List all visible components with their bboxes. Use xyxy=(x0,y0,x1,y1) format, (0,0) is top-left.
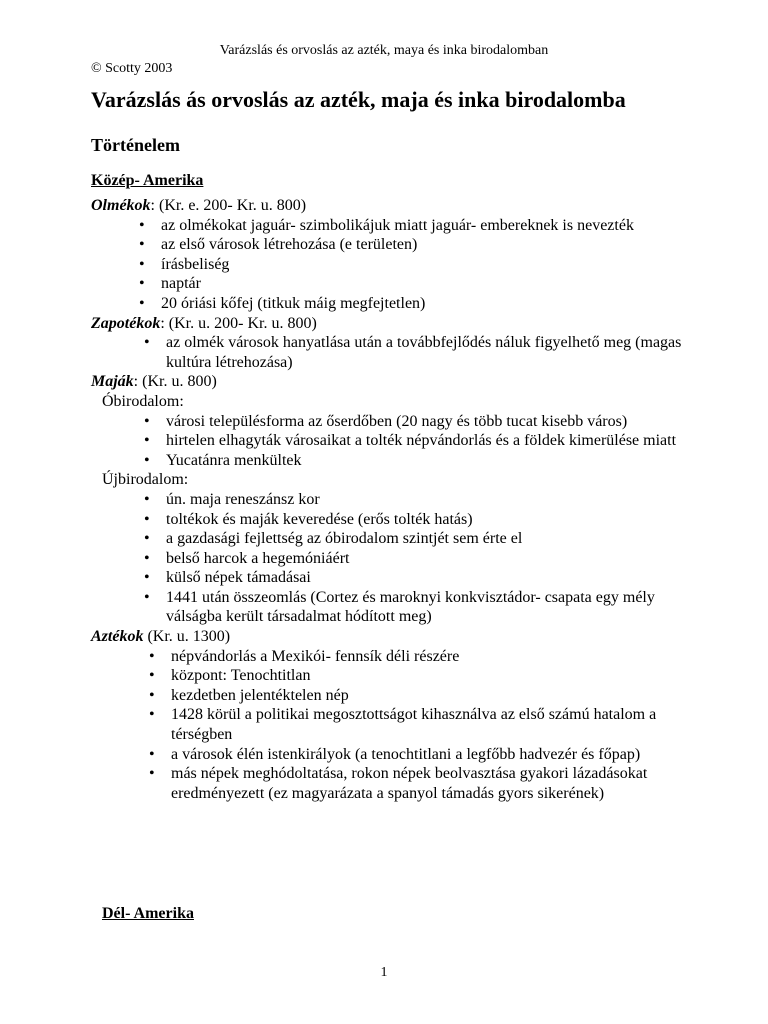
entry-name: Zapotékok xyxy=(91,314,161,332)
entry-name: Olmékok xyxy=(91,197,151,214)
entry-aztekok xyxy=(91,627,691,647)
list-item: • városi településforma az őserdőben (20 nagy és több tucat kisebb város) xyxy=(166,412,691,432)
entry-separator: : xyxy=(150,197,159,214)
list-item: • a városok élén istenkirályok (a tenochtitlani a legfőbb hadvezér és főpap) xyxy=(171,745,691,765)
document-title: Varázslás ás orvoslás az azték, maja és inka birodalomba xyxy=(91,87,626,112)
list-item: • 20 óriási kőfej (titkuk máig megfejtetlen) xyxy=(161,294,691,314)
list-item: • belső harcok a hegemóniáért xyxy=(166,549,691,569)
list-item: • az első városok létrehozása (e területen) xyxy=(161,235,691,255)
list-item: • kezdetben jelentéktelen nép xyxy=(171,686,691,706)
list-item: • ún. maja reneszánsz kor xyxy=(166,490,691,510)
bullet-list-obirodalom xyxy=(91,412,691,471)
bullet-list-olmekok xyxy=(91,216,691,314)
list-item: • más népek meghódoltatása, rokon népek beolvasztása gyakori lázadásokat eredményezett (ez magyarázata a spanyol támadás gyors sikerének) xyxy=(171,764,691,803)
list-item: • naptár xyxy=(161,274,691,294)
period-label-obirodalom: Óbirodalom: xyxy=(102,392,184,410)
bullet-list-ujbirodalom xyxy=(91,490,691,627)
page-number: 1 xyxy=(380,965,388,980)
subsection-heading-del-amerika: Dél- Amerika xyxy=(102,905,194,922)
list-item: • 1428 körül a politikai megosztottságot kihasználva az első számú hatalom a térségben xyxy=(171,705,691,744)
entry-dates: (Kr. u. 800) xyxy=(142,373,217,391)
subsection-heading-kozep-amerika: Közép- Amerika xyxy=(91,172,204,189)
bullet-list-zapotekok xyxy=(91,333,691,372)
document-body xyxy=(91,196,691,803)
list-item: • a gazdasági fejlettség az óbirodalom szintjét sem érte el xyxy=(166,529,691,549)
bullet-list-aztekok xyxy=(91,647,691,804)
entry-zapotekok xyxy=(91,314,691,334)
section-heading: Történelem xyxy=(91,135,180,155)
list-item: • az olmékokat jaguár- szimbolikájuk miatt jaguár- embereknek is nevezték xyxy=(161,216,691,236)
entry-dates: (Kr. e. 200- Kr. u. 800) xyxy=(159,197,307,214)
list-item: • írásbeliség xyxy=(161,255,691,275)
entry-separator: : xyxy=(133,373,143,391)
entry-name: Aztékok xyxy=(91,628,144,646)
list-item: • Yucatánra menkültek xyxy=(166,451,691,471)
entry-dates: (Kr. u. 200- Kr. u. 800) xyxy=(168,314,317,332)
entry-majak xyxy=(91,372,691,392)
entry-olmekok xyxy=(91,196,691,216)
entry-dates: (Kr. u. 1300) xyxy=(147,628,231,646)
list-item: • 1441 után összeomlás (Cortez és maroknyi konkvisztádor- csapata egy mély válságba került társadalmat hódított meg) xyxy=(166,588,691,627)
running-header: Varázslás és orvoslás az azték, maya és inka birodalomban xyxy=(219,43,549,58)
list-item: • toltékok és maják keveredése (erős tolték hatás) xyxy=(166,510,691,530)
list-item: • hirtelen elhagyták városaikat a tolték népvándorlás és a földek kimerülése miatt xyxy=(166,431,691,451)
list-item: • központ: Tenochtitlan xyxy=(171,666,691,686)
list-item: • népvándorlás a Mexikói- fennsík déli részére xyxy=(171,647,691,667)
period-label-ujbirodalom: Újbirodalom: xyxy=(102,471,189,489)
entry-separator: : xyxy=(160,314,169,332)
list-item: • az olmék városok hanyatlása után a továbbfejlődés náluk figyelhető meg (magas kultúra létrehozása) xyxy=(166,333,691,372)
entry-name: Maják xyxy=(91,373,134,391)
copyright-notice: © Scotty 2003 xyxy=(91,61,173,76)
list-item: • külső népek támadásai xyxy=(166,568,691,588)
